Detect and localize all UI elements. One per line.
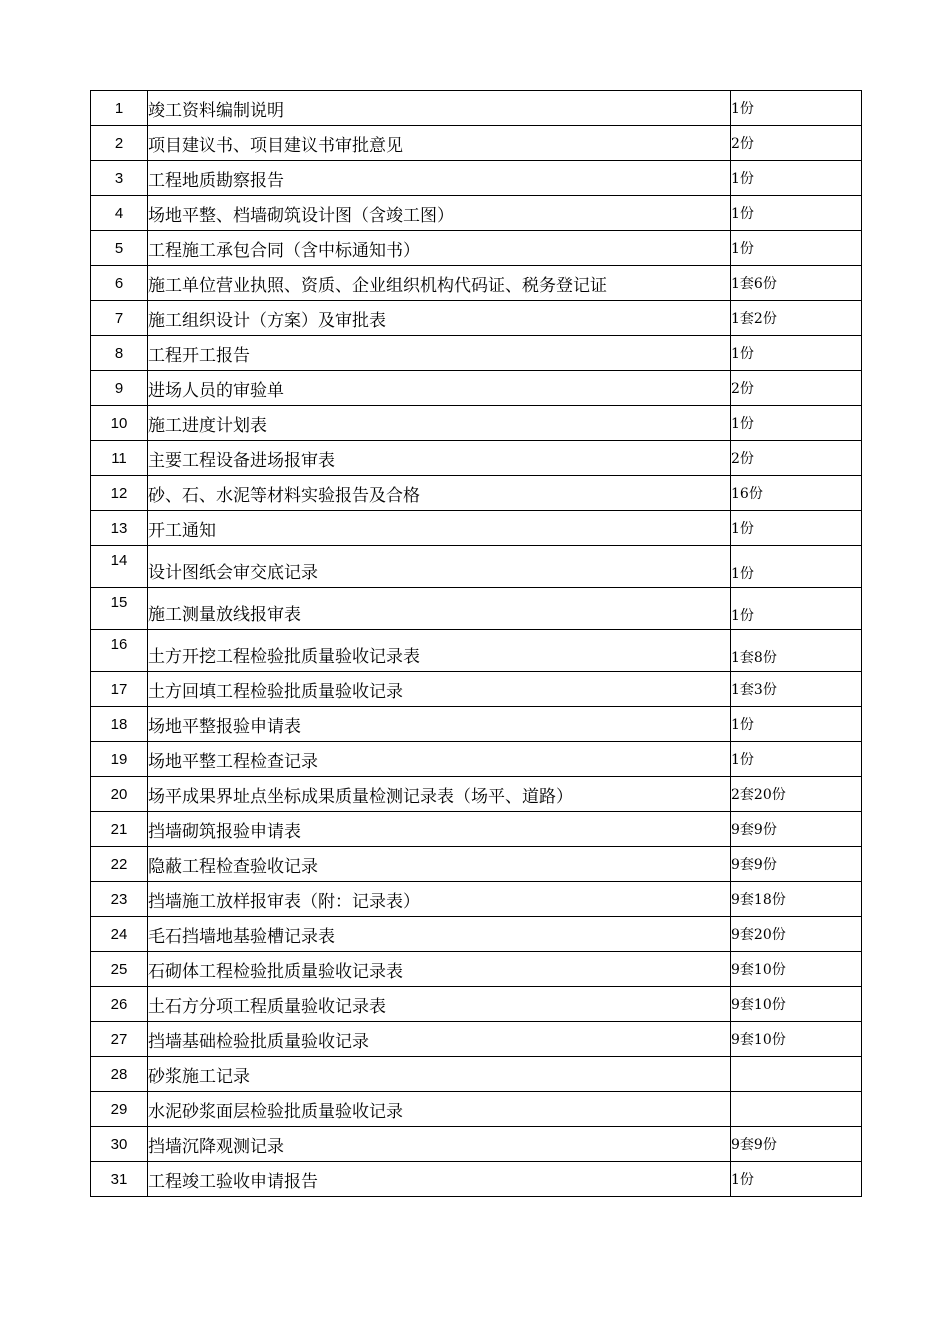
row-number: 20 — [91, 777, 148, 812]
document-name: 场地平整工程检查记录 — [148, 742, 731, 777]
document-quantity: 9套9份 — [731, 847, 862, 882]
row-number: 2 — [91, 126, 148, 161]
table-row — [91, 672, 862, 707]
row-number: 12 — [91, 476, 148, 511]
table-row — [91, 742, 862, 777]
table-row — [91, 1092, 862, 1127]
document-name: 工程施工承包合同（含中标通知书） — [148, 231, 731, 266]
document-quantity: 1份 — [731, 336, 862, 371]
table-row — [91, 1162, 862, 1197]
row-number: 24 — [91, 917, 148, 952]
document-name: 土方回填工程检验批质量验收记录 — [148, 672, 731, 707]
document-quantity: 1份 — [731, 511, 862, 546]
table-row — [91, 301, 862, 336]
row-number: 14 — [91, 546, 148, 588]
table-row — [91, 630, 862, 672]
document-quantity: 16份 — [731, 476, 862, 511]
document-quantity: 1份 — [731, 742, 862, 777]
document-quantity: 2份 — [731, 441, 862, 476]
document-name: 砂、石、水泥等材料实验报告及合格 — [148, 476, 731, 511]
document-quantity: 1份 — [731, 707, 862, 742]
table-row — [91, 266, 862, 301]
table-body — [91, 91, 862, 1197]
document-quantity: 9套10份 — [731, 1022, 862, 1057]
document-name: 施工组织设计（方案）及审批表 — [148, 301, 731, 336]
document-name: 工程竣工验收申请报告 — [148, 1162, 731, 1197]
document-quantity: 9套9份 — [731, 812, 862, 847]
table-row — [91, 917, 862, 952]
row-number: 8 — [91, 336, 148, 371]
row-number: 9 — [91, 371, 148, 406]
document-quantity: 2份 — [731, 371, 862, 406]
table-row — [91, 336, 862, 371]
document-quantity: 9套20份 — [731, 917, 862, 952]
document-name: 挡墙砌筑报验申请表 — [148, 812, 731, 847]
document-quantity: 1份 — [731, 231, 862, 266]
row-number: 11 — [91, 441, 148, 476]
row-number: 6 — [91, 266, 148, 301]
document-name: 挡墙施工放样报审表（附：记录表） — [148, 882, 731, 917]
row-number: 31 — [91, 1162, 148, 1197]
document-name: 主要工程设备进场报审表 — [148, 441, 731, 476]
document-name: 施工测量放线报审表 — [148, 588, 731, 630]
table-row — [91, 847, 862, 882]
row-number: 21 — [91, 812, 148, 847]
document-quantity: 1份 — [731, 588, 862, 630]
document-name: 设计图纸会审交底记录 — [148, 546, 731, 588]
document-list-table — [90, 90, 862, 1197]
row-number: 29 — [91, 1092, 148, 1127]
row-number: 26 — [91, 987, 148, 1022]
row-number: 1 — [91, 91, 148, 126]
document-quantity: 1套8份 — [731, 630, 862, 672]
document-name: 项目建议书、项目建议书审批意见 — [148, 126, 731, 161]
row-number: 25 — [91, 952, 148, 987]
document-name: 毛石挡墙地基验槽记录表 — [148, 917, 731, 952]
document-quantity: 2份 — [731, 126, 862, 161]
document-name: 石砌体工程检验批质量验收记录表 — [148, 952, 731, 987]
document-quantity: 1份 — [731, 546, 862, 588]
table-row — [91, 441, 862, 476]
document-name: 场平成果界址点坐标成果质量检测记录表（场平、道路） — [148, 777, 731, 812]
document-name: 施工单位营业执照、资质、企业组织机构代码证、税务登记证 — [148, 266, 731, 301]
document-quantity: 1套3份 — [731, 672, 862, 707]
document-name: 场地平整、档墙砌筑设计图（含竣工图） — [148, 196, 731, 231]
table-row — [91, 952, 862, 987]
table-row — [91, 406, 862, 441]
document-name: 隐蔽工程检查验收记录 — [148, 847, 731, 882]
row-number: 23 — [91, 882, 148, 917]
table-row — [91, 161, 862, 196]
document-quantity — [731, 1057, 862, 1092]
table-row — [91, 1057, 862, 1092]
table-row — [91, 546, 862, 588]
row-number: 18 — [91, 707, 148, 742]
document-name: 砂浆施工记录 — [148, 1057, 731, 1092]
row-number: 28 — [91, 1057, 148, 1092]
table-row — [91, 882, 862, 917]
document-quantity: 1套6份 — [731, 266, 862, 301]
document-quantity: 2套20份 — [731, 777, 862, 812]
table-row — [91, 987, 862, 1022]
table-row — [91, 1022, 862, 1057]
row-number: 4 — [91, 196, 148, 231]
row-number: 13 — [91, 511, 148, 546]
table-row — [91, 231, 862, 266]
document-name: 土石方分项工程质量验收记录表 — [148, 987, 731, 1022]
document-name: 挡墙沉降观测记录 — [148, 1127, 731, 1162]
row-number: 27 — [91, 1022, 148, 1057]
row-number: 22 — [91, 847, 148, 882]
document-name: 开工通知 — [148, 511, 731, 546]
table-row — [91, 511, 862, 546]
document-quantity: 9套18份 — [731, 882, 862, 917]
document-name: 挡墙基础检验批质量验收记录 — [148, 1022, 731, 1057]
table-row — [91, 707, 862, 742]
table-row — [91, 1127, 862, 1162]
table-row — [91, 371, 862, 406]
row-number: 16 — [91, 630, 148, 672]
table-row — [91, 126, 862, 161]
document-name: 土方开挖工程检验批质量验收记录表 — [148, 630, 731, 672]
row-number: 7 — [91, 301, 148, 336]
row-number: 3 — [91, 161, 148, 196]
row-number: 30 — [91, 1127, 148, 1162]
document-name: 场地平整报验申请表 — [148, 707, 731, 742]
row-number: 17 — [91, 672, 148, 707]
table-row — [91, 476, 862, 511]
document-quantity: 9套10份 — [731, 952, 862, 987]
document-name: 水泥砂浆面层检验批质量验收记录 — [148, 1092, 731, 1127]
table-row — [91, 777, 862, 812]
row-number: 19 — [91, 742, 148, 777]
document-quantity: 9套9份 — [731, 1127, 862, 1162]
row-number: 5 — [91, 231, 148, 266]
document-quantity: 1份 — [731, 406, 862, 441]
document-quantity — [731, 1092, 862, 1127]
table-row — [91, 588, 862, 630]
document-quantity: 1份 — [731, 1162, 862, 1197]
row-number: 10 — [91, 406, 148, 441]
document-name: 工程地质勘察报告 — [148, 161, 731, 196]
document-name: 竣工资料编制说明 — [148, 91, 731, 126]
document-name: 施工进度计划表 — [148, 406, 731, 441]
table-row — [91, 91, 862, 126]
document-name: 工程开工报告 — [148, 336, 731, 371]
row-number: 15 — [91, 588, 148, 630]
document-quantity: 1套2份 — [731, 301, 862, 336]
table-row — [91, 196, 862, 231]
document-name: 进场人员的审验单 — [148, 371, 731, 406]
document-quantity: 9套10份 — [731, 987, 862, 1022]
document-quantity: 1份 — [731, 161, 862, 196]
document-quantity: 1份 — [731, 196, 862, 231]
document-quantity: 1份 — [731, 91, 862, 126]
table-row — [91, 812, 862, 847]
